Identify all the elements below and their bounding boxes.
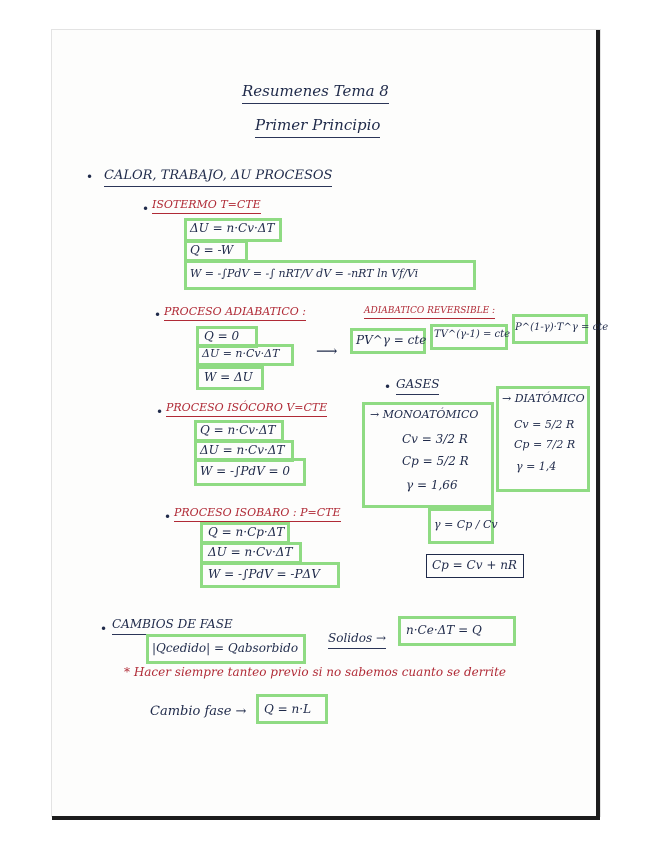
arrow-right-icon: ⟶ <box>316 342 338 360</box>
gases-heading: GASES <box>396 377 439 395</box>
adiabatico-eq-W: W = ΔU <box>204 370 253 384</box>
gases-mono-title: → MONOATÓMICO <box>370 408 479 421</box>
gamma-ratio: γ = Cp / Cv <box>434 518 498 531</box>
section-heading-cambios-fase: CAMBIOS DE FASE <box>112 617 233 635</box>
cambios-eq-latente: Q = n·L <box>264 702 312 716</box>
gases-di-title: → DIATÓMICO <box>502 392 585 405</box>
isotermico-eq-deltaU: ΔU = n·Cv·ΔT <box>190 221 275 235</box>
isotermico-eq-Q: Q = -W <box>190 243 234 257</box>
bullet-icon: • <box>164 510 172 524</box>
cambios-eq-solidos: n·Ce·ΔT = Q <box>406 623 482 637</box>
gases-di-cp: Cp = 7/2 R <box>514 438 576 451</box>
gases-di-gamma: γ = 1,4 <box>516 460 557 473</box>
bullet-icon: • <box>384 380 392 394</box>
bullet-icon: • <box>154 308 162 322</box>
bullet-icon: • <box>142 202 150 216</box>
isocoro-eq-W: W = -∫PdV = 0 <box>200 464 291 478</box>
section-heading-procesos: CALOR, TRABAJO, ΔU PROCESOS <box>104 168 332 187</box>
isocoro-eq-Q: Q = n·Cv·ΔT <box>200 423 276 437</box>
cambios-note: * Hacer siempre tanteo previo si no sabemos cuanto se derrite <box>124 665 506 679</box>
adiabatico-eq-Q: Q = 0 <box>204 329 240 343</box>
gases-mono-gamma: γ = 1,66 <box>406 478 458 492</box>
mayer-relation: Cp = Cv + nR <box>432 558 517 572</box>
isocoro-eq-deltaU: ΔU = n·Cv·ΔT <box>200 443 285 457</box>
gases-di-cv: Cv = 5/2 R <box>514 418 575 431</box>
bullet-icon: • <box>86 170 94 184</box>
isobaro-title: PROCESO ISOBARO : P=CTE <box>174 506 341 522</box>
adiabatico-rev-eq1: PV^γ = cte <box>356 333 427 347</box>
page-subtitle: Primer Principio <box>255 116 380 138</box>
gases-mono-cv: Cv = 3/2 R <box>402 432 468 446</box>
cambios-eq-calor: |Qcedido| = Qabsorbido <box>152 641 299 655</box>
adiabatico-title: PROCESO ADIABATICO : <box>164 305 306 321</box>
adiabatico-rev-eq3: P^(1-γ)·T^γ = cte <box>515 322 609 333</box>
page-title: Resumenes Tema 8 <box>242 82 389 104</box>
isobaro-eq-Q: Q = n·Cp·ΔT <box>208 525 285 539</box>
gases-mono-cp: Cp = 5/2 R <box>402 454 469 468</box>
isotermico-title: ISOTERMO T=CTE <box>152 198 261 214</box>
adiabatico-eq-deltaU: ΔU = n·Cv·ΔT <box>202 347 280 360</box>
isobaro-eq-deltaU: ΔU = n·Cv·ΔT <box>208 545 293 559</box>
solidos-label: Solidos → <box>328 631 386 649</box>
isotermico-eq-W: W = -∫PdV = -∫ nRT/V dV = -nRT ln Vf/Vi <box>190 267 419 280</box>
scan-edge-bottom <box>52 816 600 820</box>
scan-edge-right <box>596 30 600 816</box>
bullet-icon: • <box>156 405 164 419</box>
bullet-icon: • <box>100 622 108 636</box>
isocoro-title: PROCESO ISÓCORO V=CTE <box>166 401 327 417</box>
cambio-fase-label: Cambio fase → <box>150 704 247 719</box>
isobaro-eq-W: W = -∫PdV = -PΔV <box>208 567 320 581</box>
adiabatico-rev-eq2: TV^(γ-1) = cte <box>434 329 511 340</box>
adiabatico-reversible-title: ADIABATICO REVERSIBLE : <box>364 306 495 319</box>
